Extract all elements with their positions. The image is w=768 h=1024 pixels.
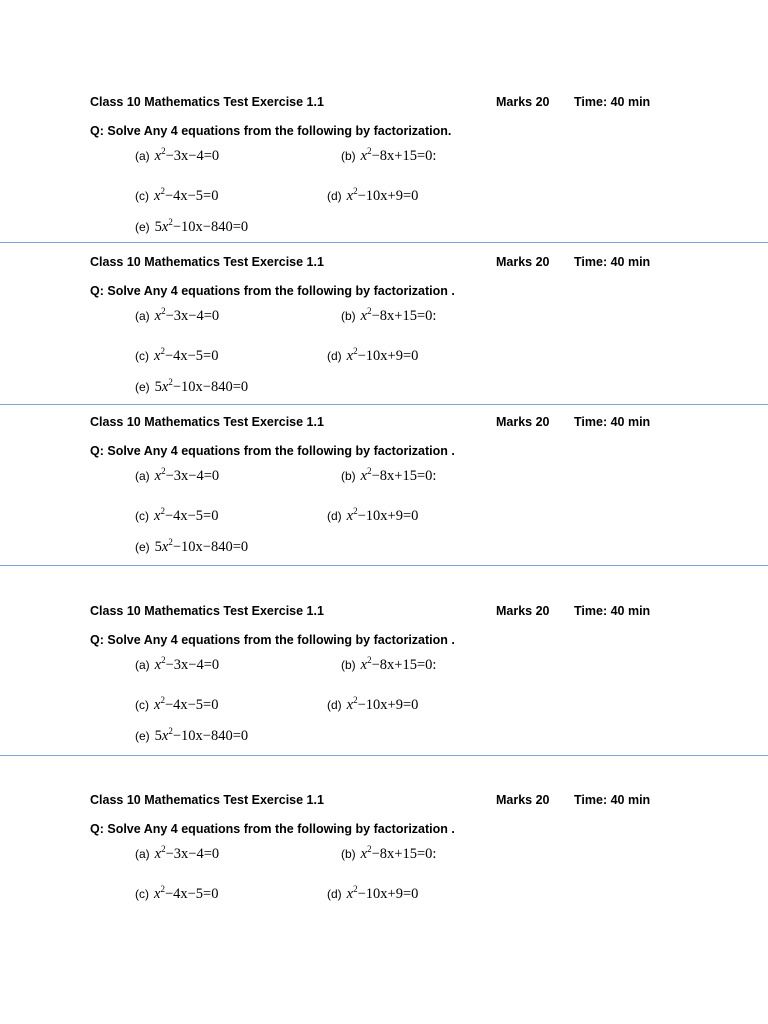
equation-c: (c) $x^2-4x-5=0$ [135, 186, 219, 204]
equation-e: (e) $5x^2-10x-840=0$ [135, 377, 249, 395]
question-text: Q: Solve Any 4 equations from the following by factorization . [90, 822, 455, 836]
equation-d: (d) $x^2-10x+9=0$ [327, 346, 419, 364]
time-label: Time: 40 min [574, 255, 651, 269]
question-text: Q: Solve Any 4 equations from the following by factorization . [90, 633, 455, 647]
test-title: Class 10 Mathematics Test Exercise 1.1 [90, 255, 324, 269]
equation-e: (e) $5x^2-10x-840=0$ [135, 726, 249, 744]
time-label: Time: 40 min [574, 95, 651, 109]
equation-d: (d) $x^2-10x+9=0$ [327, 884, 419, 902]
separator-line [0, 565, 768, 566]
marks-label: Marks 20 [496, 604, 550, 618]
marks-label: Marks 20 [496, 793, 550, 807]
separator-line [0, 242, 768, 243]
equation-d: (d) $x^2-10x+9=0$ [327, 186, 419, 204]
equation-c: (c) $x^2-4x-5=0$ [135, 346, 219, 364]
equation-c: (c) $x^2-4x-5=0$ [135, 506, 219, 524]
test-title: Class 10 Mathematics Test Exercise 1.1 [90, 604, 324, 618]
marks-label: Marks 20 [496, 255, 550, 269]
time-label: Time: 40 min [574, 415, 651, 429]
time-label: Time: 40 min [574, 793, 651, 807]
separator-line [0, 404, 768, 405]
equation-b: (b) $x^2-8x+15=0$: [341, 655, 437, 673]
equation-b: (b) $x^2-8x+15=0$: [341, 844, 437, 862]
equation-b: (b) $x^2-8x+15=0$: [341, 146, 437, 164]
equation-a: (a) $x^2-3x-4=0$ [135, 655, 220, 673]
equation-d: (d) $x^2-10x+9=0$ [327, 695, 419, 713]
equation-a: (a) $x^2-3x-4=0$ [135, 306, 220, 324]
question-text: Q: Solve Any 4 equations from the following by factorization. [90, 124, 452, 138]
test-block-5 [0, 793, 768, 943]
test-title: Class 10 Mathematics Test Exercise 1.1 [90, 793, 324, 807]
equation-b: (b) $x^2-8x+15=0$: [341, 466, 437, 484]
question-text: Q: Solve Any 4 equations from the following by factorization . [90, 284, 455, 298]
equation-a: (a) $x^2-3x-4=0$ [135, 146, 220, 164]
marks-label: Marks 20 [496, 415, 550, 429]
equation-b: (b) $x^2-8x+15=0$: [341, 306, 437, 324]
question-text: Q: Solve Any 4 equations from the following by factorization . [90, 444, 455, 458]
equation-c: (c) $x^2-4x-5=0$ [135, 884, 219, 902]
equation-c: (c) $x^2-4x-5=0$ [135, 695, 219, 713]
test-block-1 [0, 95, 768, 245]
marks-label: Marks 20 [496, 95, 550, 109]
equation-d: (d) $x^2-10x+9=0$ [327, 506, 419, 524]
equation-e: (e) $5x^2-10x-840=0$ [135, 537, 249, 555]
test-title: Class 10 Mathematics Test Exercise 1.1 [90, 95, 324, 109]
separator-line [0, 755, 768, 756]
test-title: Class 10 Mathematics Test Exercise 1.1 [90, 415, 324, 429]
time-label: Time: 40 min [574, 604, 651, 618]
equation-e: (e) $5x^2-10x-840=0$ [135, 217, 249, 235]
equation-a: (a) $x^2-3x-4=0$ [135, 844, 220, 862]
equation-a: (a) $x^2-3x-4=0$ [135, 466, 220, 484]
test-block-2 [0, 255, 768, 405]
test-block-4 [0, 604, 768, 754]
test-block-3 [0, 415, 768, 565]
